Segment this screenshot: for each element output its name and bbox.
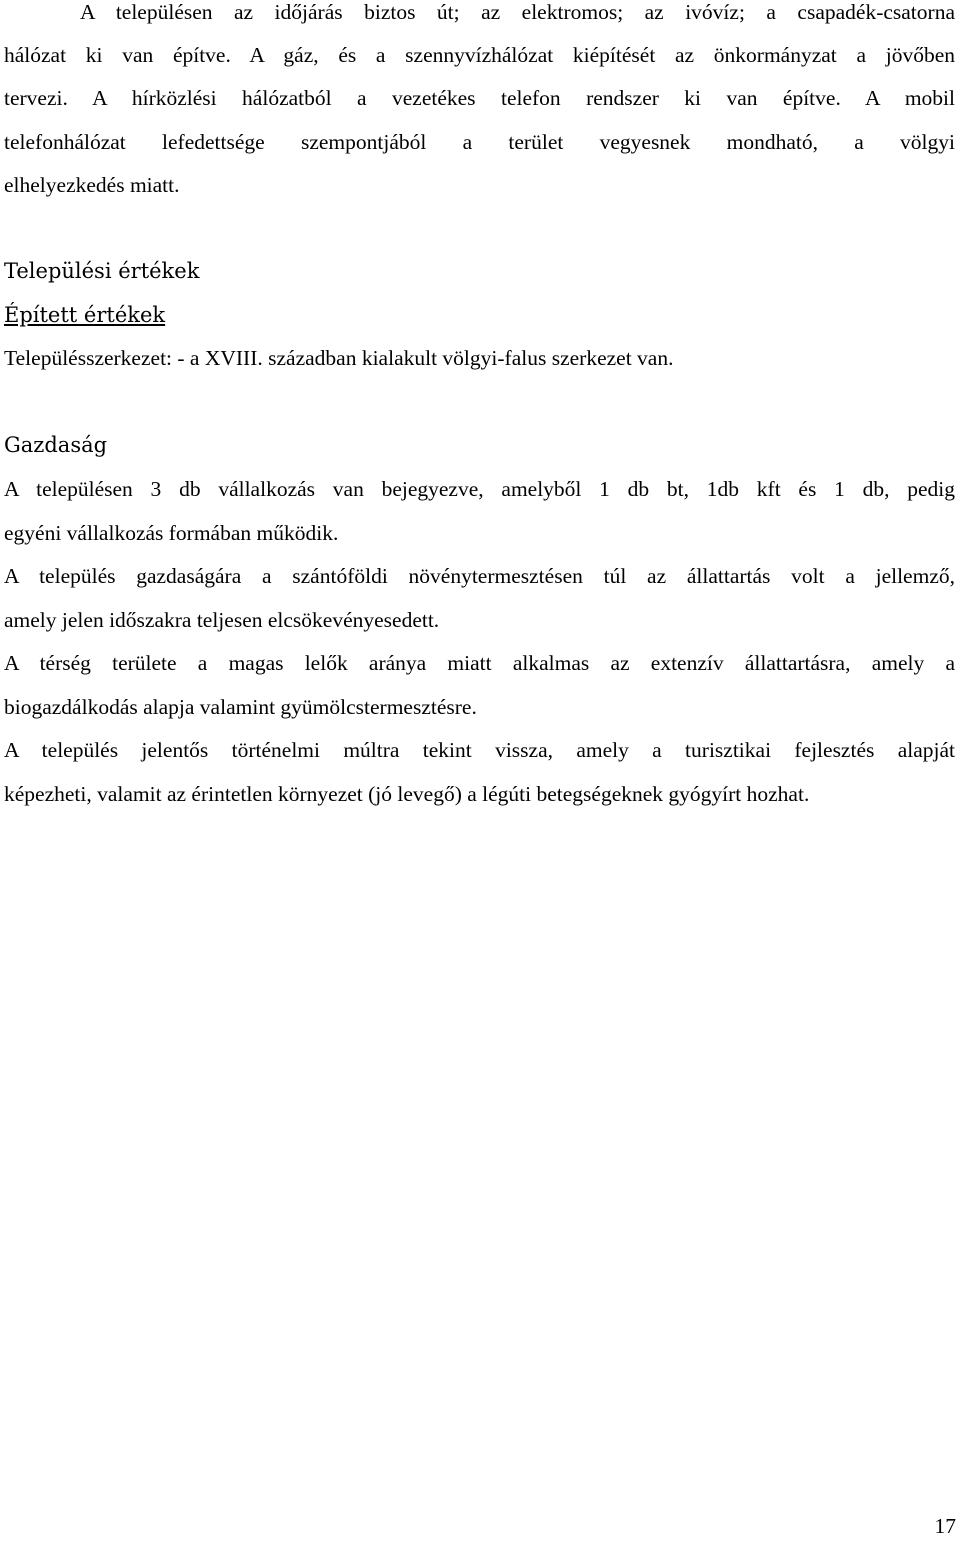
values-heading: Települési értékek: [4, 259, 200, 283]
economy-p1-line-1: A településen 3 db vállalkozás van bejegyezve, amelyből 1 db bt, 1db kft és 1 db, pedig: [4, 477, 955, 501]
economy-heading: Gazdaság: [4, 433, 108, 457]
intro-line-4: telefonhálózat lefedettsége szempontjából a terület vegyesnek mondható, a völgyi: [4, 130, 955, 154]
economy-p2-line-2: amely jelen időszakra teljesen elcsökevényesedett.: [4, 608, 440, 632]
economy-p4-line-2: képezheti, valamit az érintetlen környezet (jó levegő) a légúti betegségeknek gyógyírt hozhat.: [4, 782, 810, 806]
economy-p2-line-1: A település gazdaságára a szántóföldi növénytermesztésen túl az állattartás volt a jellemző,: [4, 564, 955, 588]
economy-p3-line-1: A térség területe a magas lelők aránya miatt alkalmas az extenzív állattartásra, amely a: [4, 651, 955, 675]
intro-line-1: A településen az időjárás biztos út; az elektromos; az ivóvíz; a csapadék-csatorna: [80, 0, 955, 24]
intro-line-2: hálózat ki van építve. A gáz, és a szennyvízhálózat kiépítését az önkormányzat a jövőben: [4, 43, 955, 67]
intro-line-3: tervezi. A hírközlési hálózatból a vezetékes telefon rendszer ki van építve. A mobil: [4, 86, 955, 110]
economy-p1-line-2: egyéni vállalkozás formában működik.: [4, 521, 339, 545]
economy-p4-line-1: A település jelentős történelmi múltra tekint vissza, amely a turisztikai fejlesztés alapját: [4, 738, 955, 762]
settlement-structure-text: Településszerkezet: - a XVIII. században kialakult völgyi-falus szerkezet van.: [4, 346, 674, 370]
intro-line-5: elhelyezkedés miatt.: [4, 173, 180, 197]
economy-p3-line-2: biogazdálkodás alapja valamint gyümölcstermesztésre.: [4, 695, 477, 719]
built-values-subheading: Épített értékek: [4, 303, 166, 327]
page-number: 17: [934, 1514, 956, 1538]
